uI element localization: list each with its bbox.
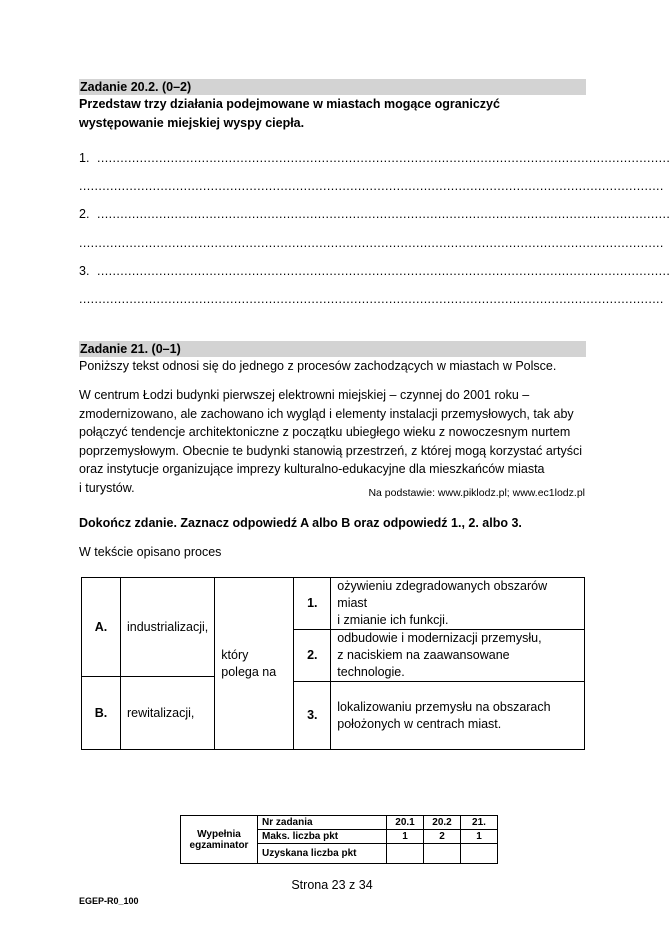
page-number: Strona 23 z 34 xyxy=(291,878,373,892)
answer-line-1b[interactable] xyxy=(79,179,664,193)
obtained-points-cell[interactable] xyxy=(387,844,424,864)
answer-line-3[interactable] xyxy=(79,264,670,278)
task-number-cell: 20.1 xyxy=(387,816,424,830)
answer-line-2b[interactable] xyxy=(79,236,664,250)
option-b-letter[interactable]: B. xyxy=(82,677,121,750)
obtained-points-cell[interactable] xyxy=(424,844,461,864)
answer-dots: .................................................................................................................................................... xyxy=(97,264,670,278)
text-line: połączyć tendencje architektoniczne z początku ubiegłego wieku z nowoczesnym nurtem xyxy=(79,425,571,439)
task-number-cell: 21. xyxy=(461,816,498,830)
examiner-label: Wypełnia egzaminator xyxy=(181,816,258,864)
answer-dots: ....................................................................................................................................................... xyxy=(79,236,664,250)
answer-dots: .................................................................................................................................................... xyxy=(97,207,670,221)
option-a-letter[interactable]: A. xyxy=(82,578,121,677)
text-line: poprzemysłowym. Obecnie te budynki stanowią przestrzeń, z której mogą korzystać artyści xyxy=(79,443,582,458)
option-3-line: położonych w centrach miast. xyxy=(337,716,502,731)
task-21-instruction: Dokończ zdanie. Zaznacz odpowiedź A albo B oraz odpowiedź 1., 2. albo 3. xyxy=(79,516,522,530)
answer-line-number: 2. xyxy=(79,207,90,221)
answer-dots: ....................................................................................................................................................... xyxy=(79,292,664,306)
option-1-number[interactable]: 1. xyxy=(294,578,331,630)
exam-code: EGEP-R0_100 xyxy=(79,896,139,906)
answer-line-number: 3. xyxy=(79,264,90,278)
option-3-number[interactable]: 3. xyxy=(294,682,331,750)
task-number-cell: 20.2 xyxy=(424,816,461,830)
answer-dots: .................................................................................................................................................... xyxy=(97,151,670,165)
option-1-text[interactable] xyxy=(331,578,585,630)
task-21-intro: Poniższy tekst odnosi się do jednego z procesów zachodzących w miastach w Polsce. xyxy=(79,359,557,373)
answer-options-table xyxy=(81,577,585,750)
answer-line-3b[interactable] xyxy=(79,292,664,306)
answer-dots: ....................................................................................................................................................... xyxy=(79,179,664,193)
answer-line-number: 1. xyxy=(79,151,90,165)
answer-line-1[interactable] xyxy=(79,151,670,165)
task-20-2-instruction: Przedstaw trzy działania podejmowane w miastach mogące ograniczyć występowanie miejskiej wyspy ciepła. xyxy=(79,97,500,130)
max-points-cell: 1 xyxy=(461,830,498,844)
task-number-label: Nr zadania xyxy=(258,816,387,830)
option-a-text[interactable]: industrializacji, xyxy=(121,578,215,677)
task-20-2-header: Zadanie 20.2. (0–2) xyxy=(79,79,586,95)
option-1-line: i zmianie ich funkcji. xyxy=(337,613,449,627)
option-2-line: z naciskiem na zaawansowane technologie. xyxy=(337,648,510,679)
option-2-line: odbudowie i modernizacji przemysłu, xyxy=(337,631,542,645)
task-21-header: Zadanie 21. (0–1) xyxy=(79,341,586,357)
option-2-text[interactable] xyxy=(331,630,585,682)
task-21-stem: W tekście opisano proces xyxy=(79,545,222,559)
text-line: i turystów. xyxy=(79,480,135,495)
option-3-line: lokalizowaniu przemysłu na obszarach xyxy=(337,699,551,714)
max-points-cell: 1 xyxy=(387,830,424,844)
source-citation: Na podstawie: www.piklodz.pl; www.ec1lodz.pl xyxy=(368,487,585,499)
option-1-line: ożywieniu zdegradowanych obszarów miast xyxy=(337,579,548,610)
text-line: W centrum Łodzi budynki pierwszej elektrowni miejskiej – czynnej do 2001 roku – xyxy=(79,388,530,402)
max-points-cell: 2 xyxy=(424,830,461,844)
text-line: oraz instytucje organizujące imprezy kulturalno-edukacyjne dla mieszkańców miasta xyxy=(79,462,545,476)
obtained-points-cell[interactable] xyxy=(461,844,498,864)
option-2-number[interactable]: 2. xyxy=(294,630,331,682)
connector-text: który polega na xyxy=(215,578,294,750)
answer-line-2[interactable] xyxy=(79,207,670,221)
text-line: zmodernizowano, ale zachowano ich wygląd i elementy instalacji przemysłowych, tak aby xyxy=(79,406,574,421)
option-3-text[interactable] xyxy=(331,682,585,750)
max-points-label: Maks. liczba pkt xyxy=(258,830,387,844)
task-21-source-text xyxy=(79,386,587,497)
obtained-points-label: Uzyskana liczba pkt xyxy=(258,844,387,864)
examiner-score-table xyxy=(180,815,498,864)
option-b-text[interactable]: rewitalizacji, xyxy=(121,677,215,750)
